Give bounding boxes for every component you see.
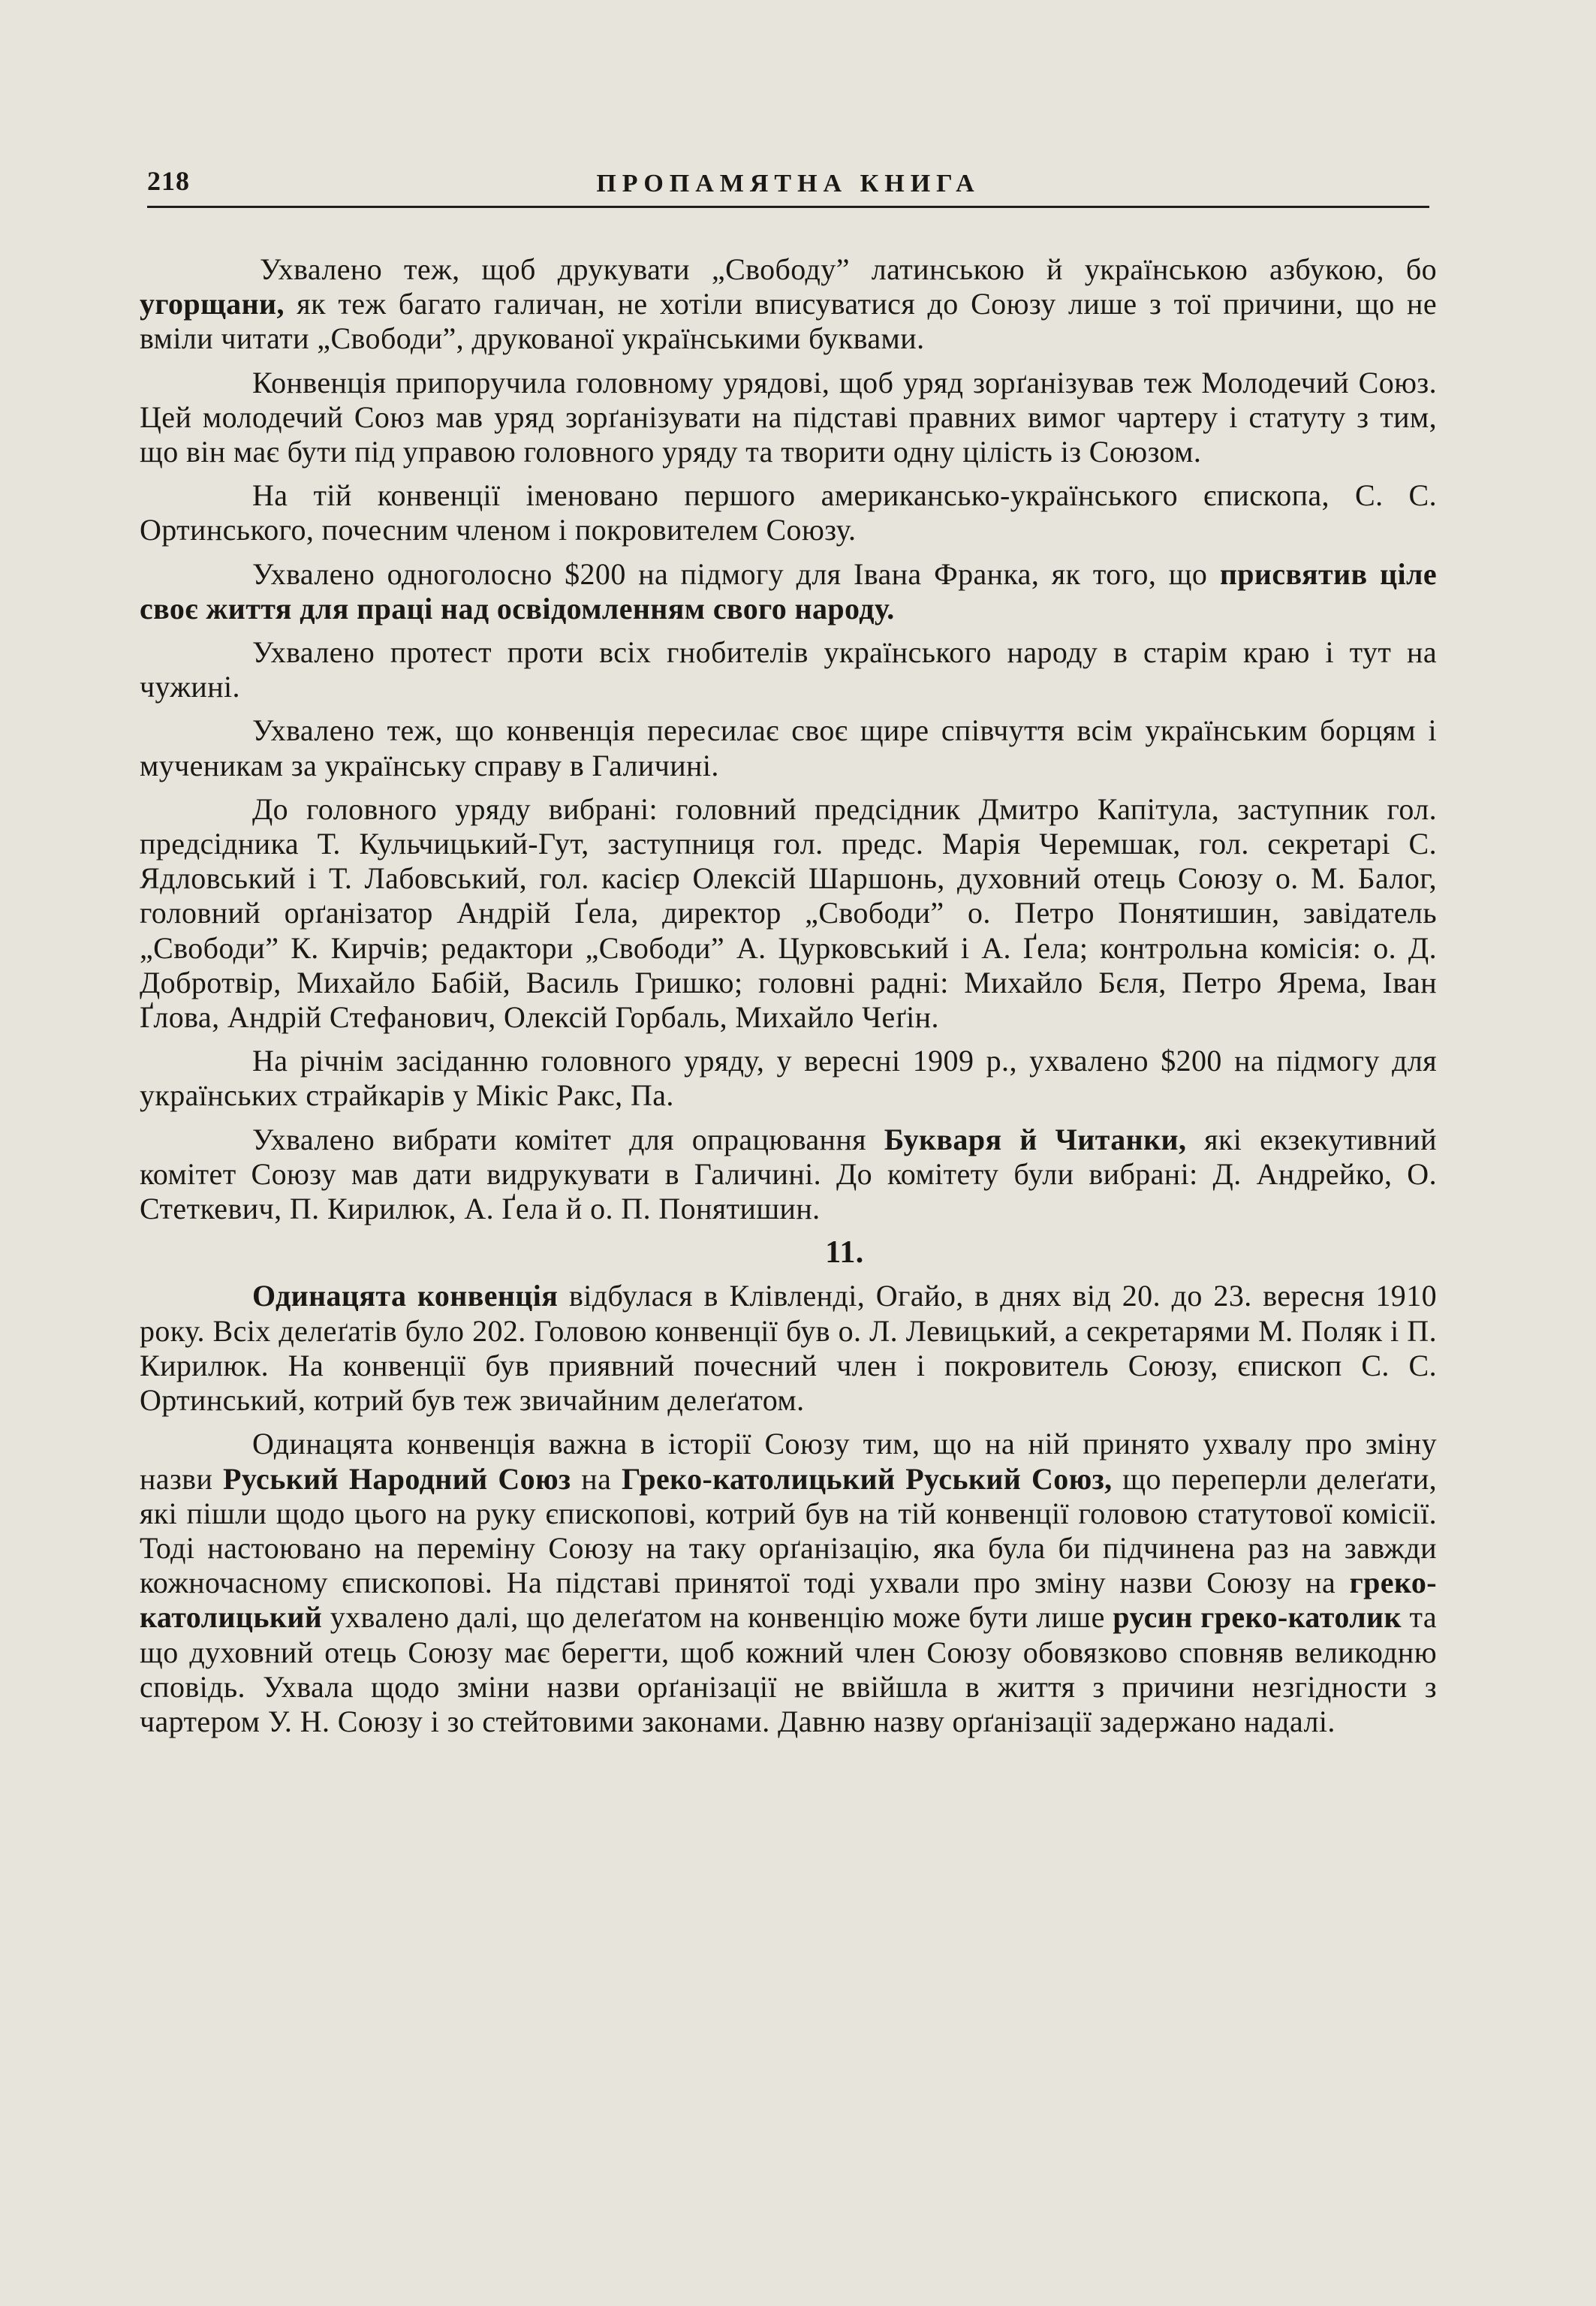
text-run: як теж багато галичан, не хотіли вписуватися до Союзу лише з тої причини, що не вміли читати „Свободи”, друкованої українськими буквами. xyxy=(140,287,1437,356)
text-run: які екзекутивний комітет Союзу мав дати видрукувати в Галичині. До комітету були вибрані: Д. Андрейко, О. Стеткевич, П. Кирилюк, А. Ґела й о. П. Понятишин. xyxy=(140,1122,1437,1226)
text-run: До головного уряду вибрані: головний предсідник Дмитро Капітула, заступник гол. предсідника Т. Кульчицький-Гут, заступниця гол. предс. Марія Черемшак, гол. секретарі С. Ядловський і Т. Лабовський, гол. касієр Олексій Шаршонь, духовний отець Союзу о. М. Балог, головний орґанізатор Андрій Ґела, директор „Свободи” о. Петро Понятишин, завідатель „Свободи” К. Кирчів; редактори „Свободи” А. Цурковський і А. Ґела; контрольна комісія: о. Д. Добротвір, Михайло Бабій, Василь Гришко; головні радні: Михайло Бєля, Петро Ярема, Іван Ґлова, Андрій Стефанович, Олексій Горбаль, Михайло Чеґін. xyxy=(140,791,1437,1035)
paragraph xyxy=(140,252,1437,357)
text-run: відбулася в Клівленді, Огайо, в днях від 20. до 23. вересня 1910 року. Всіх делеґатів було 202. Головою конвенції був о. Л. Левицький, а секретарями М. Поляк і П. Кирилюк. На конвенції був приявний почесний член і покровитель Союзу, єпископ С. С. Ортинський, котрий був теж звичайним делеґатом. xyxy=(140,1279,1438,1418)
bold-text-run: Букваря й Читанки, xyxy=(884,1122,1187,1156)
text-run: Одинацята конвенція важна в історії Союзу тим, що на ній принято ухвалу про зміну назви xyxy=(140,1427,1437,1496)
paragraph xyxy=(140,792,1437,1035)
bold-text-run: присвятив ціле своє життя для праці над освідомленням свого народу. xyxy=(140,556,1438,625)
text-run: Конвенція припоручила головному урядові, щоб уряд зорґанізував теж Молодечий Союз. Цей молодечий Союз мав уряд зорґанізувати на підставі правних вимог чартеру і статуту з тим, що він має бути під управою головного уряду та творити одну цілість із Союзом. xyxy=(140,365,1437,469)
paragraph xyxy=(140,1123,1437,1227)
text-run: Ухвалено одноголосно $200 на підмогу для Івана Франка, як того, що xyxy=(252,556,1220,591)
text-run: Ухвалено теж, що конвенція пересилає своє щире співчуття всім українським борцям і мученикам за українську справу в Галичині. xyxy=(140,713,1437,782)
text-run: Ухвалено протест проти всіх гнобителів українського народу в старім краю і тут на чужині. xyxy=(140,635,1437,704)
paragraph xyxy=(140,366,1437,470)
section-number: 11. xyxy=(825,1235,864,1271)
paragraph xyxy=(140,1044,1437,1113)
paragraph xyxy=(140,557,1437,626)
bold-text-run: греко-католицький xyxy=(140,1566,1437,1635)
bold-text-run: Греко-католицький Руський Союз, xyxy=(622,1461,1113,1496)
paragraph xyxy=(140,478,1437,547)
running-title: ПРОПАМЯТНА КНИГА xyxy=(596,170,980,197)
text-run: На річнім засіданню головного уряду, у вересні 1909 р., ухвалено $200 на підмогу для українських страйкарів у Мікіс Ракс, Па. xyxy=(140,1044,1437,1113)
bold-text-run: Одинацята конвенція xyxy=(252,1279,559,1313)
text-run: На тій конвенції іменовано першого американсько-українського єпископа, С. С. Ортинського, почесним членом і покровителем Союзу. xyxy=(140,478,1437,547)
text-run: що переперли делеґати, які пішли щодо цього на руку єпископові, котрий був на тій конвенції головою статутової комісії. Тоді настоювано на переміну Союзу на таку орґанізацію, яка була би підчинена раз на завжди кожночасному єпископові. На підставі принятої тоді ухвали про зміну назви Союзу на xyxy=(140,1461,1438,1600)
bold-text-run: русин греко-католик xyxy=(1113,1600,1402,1635)
paragraphs-after-section xyxy=(140,1279,1437,1739)
paragraph xyxy=(140,635,1437,704)
paragraph xyxy=(140,1279,1437,1418)
paragraph xyxy=(140,713,1437,782)
text-run: Ухвалено теж, щоб друкувати „Свободу” латинською й українською азбукою, бо xyxy=(260,252,1437,286)
text-run: на xyxy=(571,1461,622,1496)
text-run: та що духовний отець Союзу має берегти, щоб кожний член Союзу обовязково сповняв великодню сповідь. Ухвала щодо зміни назви орґанізації не ввійшла в життя з причини незгідности з чартером У. Н. Союзу і зо стейтовими законами. Давню назву орґанізації задержано надалі. xyxy=(140,1600,1437,1738)
text-run: Ухвалено вибрати комітет для опрацювання xyxy=(252,1122,884,1156)
page-header xyxy=(147,159,1429,208)
paragraphs-before-section xyxy=(140,252,1437,1226)
paragraph xyxy=(140,1427,1437,1739)
body-text xyxy=(140,252,1437,1748)
text-run: ухвалено далі, що делеґатом на конвенцію може бути лише xyxy=(322,1600,1113,1635)
bold-text-run: Руський Народний Союз xyxy=(223,1461,571,1496)
page-number: 218 xyxy=(147,166,190,196)
bold-text-run: угорщани, xyxy=(140,287,285,321)
